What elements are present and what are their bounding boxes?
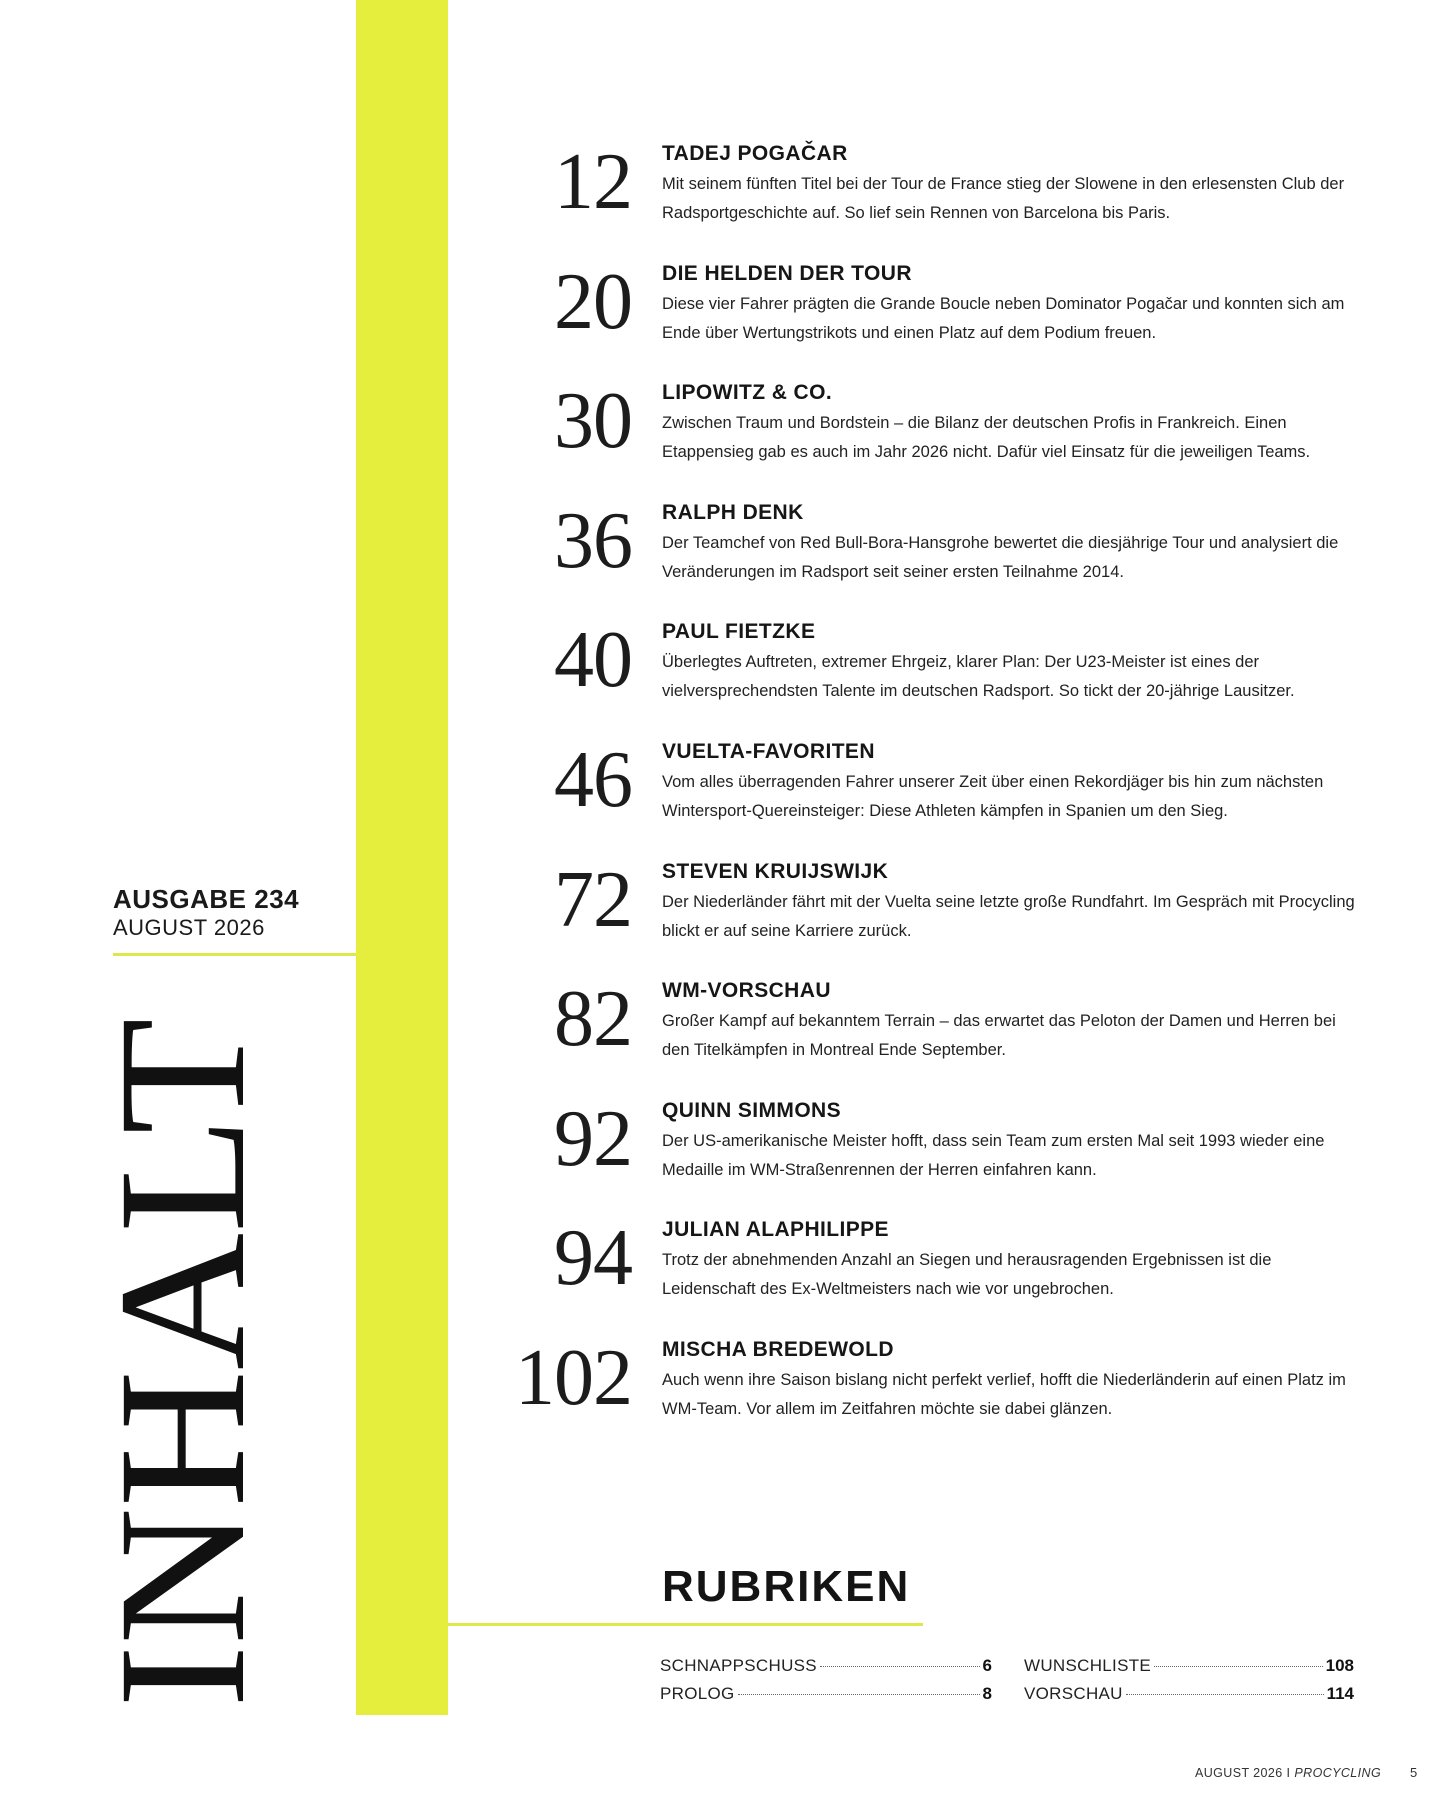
toc-description: Auch wenn ihre Saison bislang nicht perfekt verlief, hofft die Niederländerin auf einen Platz im WM-Team. Vor allem im Zeitfahren möchte sie dabei glänzen.	[662, 1370, 1346, 1418]
rubrik-label: SCHNAPPSCHUSS	[660, 1656, 817, 1675]
toc-title: DIE HELDEN DER TOUR	[662, 261, 912, 285]
issue-number: AUSGABE 234	[113, 884, 300, 914]
rubrik-label: PROLOG	[660, 1684, 735, 1703]
footer-date: AUGUST 2026	[1195, 1766, 1283, 1780]
footer-magazine: PROCYCLING	[1294, 1766, 1382, 1780]
toc-text	[662, 1216, 1362, 1304]
rubrik-page: 6	[982, 1656, 992, 1675]
toc-entry[interactable]	[470, 616, 1370, 736]
page-title-svg	[82, 1013, 283, 1713]
rubrik-page: 114	[1326, 1684, 1354, 1703]
toc-page-number: 82	[554, 975, 632, 1064]
toc-title: STEVEN KRUIJSWIJK	[662, 859, 889, 883]
toc-entry[interactable]	[470, 975, 1370, 1095]
rubriken-column-right	[1024, 1656, 1354, 1712]
rubrik-item-wunschliste[interactable]	[1024, 1656, 1354, 1684]
toc-title: LIPOWITZ & CO.	[662, 381, 833, 405]
toc-description: Diese vier Fahrer prägten die Grande Boucle neben Dominator Pogačar und konnten sich am Ende über Wertungstrikots und einen Platz auf dem Podium freuen.	[662, 294, 1345, 342]
dot-leader	[1154, 1666, 1323, 1667]
toc-text	[662, 738, 1362, 826]
toc-page-number: 46	[554, 735, 632, 824]
dot-leader	[738, 1694, 980, 1695]
toc-text	[662, 499, 1362, 587]
rubrik-item-vorschau[interactable]	[1024, 1684, 1354, 1712]
toc-title: JULIAN ALAPHILIPPE	[662, 1218, 889, 1242]
dot-leader	[1126, 1694, 1324, 1695]
page-footer	[1195, 1766, 1381, 1780]
toc-title: RALPH DENK	[662, 500, 804, 524]
toc-entry[interactable]	[470, 138, 1370, 258]
toc-page-number: 12	[554, 138, 632, 226]
table-of-contents	[470, 138, 1370, 1454]
toc-title: TADEJ POGAČAR	[662, 142, 848, 165]
toc-text	[662, 977, 1362, 1065]
toc-page-number: 36	[554, 496, 632, 585]
toc-page-number: 102	[515, 1333, 632, 1422]
toc-description: Zwischen Traum und Bordstein – die Bilanz der deutschen Profis in Frankreich. Einen Etappensieg gab es auch im Jahr 2026 nicht. Dafür viel Einsatz für die jeweiligen Teams.	[662, 414, 1311, 462]
toc-text	[662, 858, 1362, 946]
issue-divider-rule	[113, 953, 356, 956]
rubrik-item-schnappschuss[interactable]	[660, 1656, 992, 1684]
footer-page-number: 5	[1410, 1765, 1418, 1780]
toc-title: QUINN SIMMONS	[662, 1098, 842, 1122]
toc-entry[interactable]	[470, 497, 1370, 617]
rubrik-item-prolog[interactable]	[660, 1684, 992, 1712]
toc-entry[interactable]	[470, 736, 1370, 856]
toc-description: Mit seinem fünften Titel bei der Tour de France stieg der Slowene in den erlesensten Club der Radsportgeschichte auf. So lief sein Rennen von Barcelona bis Paris.	[662, 175, 1345, 222]
toc-description: Der US-amerikanische Meister hofft, dass sein Team zum ersten Mal seit 1993 wieder eine Medaille im WM-Straßenrennen der Herren einfahren kann.	[662, 1131, 1325, 1179]
toc-page-number: 30	[554, 377, 632, 466]
toc-title: WM-VORSCHAU	[662, 979, 831, 1003]
toc-entry[interactable]	[470, 1334, 1370, 1454]
toc-description: Der Teamchef von Red Bull-Bora-Hansgrohe bewertet die diesjährige Tour und analysiert die Veränderungen im Radsport seit seiner ersten Teilnahme 2014.	[662, 533, 1339, 581]
toc-description: Vom alles überragenden Fahrer unserer Zeit über einen Rekordjäger bis hin zum nächsten Wintersport-Quereinsteiger: Diese Athleten kämpfen in Spanien um den Sieg.	[662, 772, 1324, 820]
toc-page-number: 94	[554, 1214, 632, 1303]
rubrik-label: WUNSCHLISTE	[1024, 1656, 1152, 1675]
toc-title: VUELTA-FAVORITEN	[662, 739, 875, 763]
toc-text	[662, 618, 1362, 706]
toc-entry[interactable]	[470, 1095, 1370, 1215]
page-title-text: INHALT	[82, 1047, 283, 1708]
rubrik-label: VORSCHAU	[1024, 1684, 1123, 1703]
toc-page-number: 20	[554, 257, 632, 346]
rubriken-heading: RUBRIKEN	[662, 1562, 911, 1611]
footer-separator: I	[1286, 1766, 1291, 1780]
rubriken-divider-rule	[448, 1623, 923, 1626]
yellow-accent-bar	[356, 0, 448, 1715]
toc-page-number: 40	[554, 616, 632, 705]
rubrik-page: 108	[1325, 1656, 1354, 1675]
toc-description: Überlegtes Auftreten, extremer Ehrgeiz, klarer Plan: Der U23-Meister ist eines der vielversprechendsten Talente im deutschen Radsport. So tickt der 20-jährige Lausitzer.	[662, 653, 1295, 701]
toc-entry[interactable]	[470, 1214, 1370, 1334]
issue-info	[113, 884, 299, 942]
toc-text	[662, 260, 1362, 348]
toc-entry[interactable]	[470, 377, 1370, 497]
toc-entry[interactable]	[470, 856, 1370, 976]
toc-page-number: 92	[554, 1094, 632, 1183]
toc-description: Großer Kampf auf bekanntem Terrain – das erwartet das Peloton der Damen und Herren bei den Titelkämpfen in Montreal Ende September.	[662, 1012, 1336, 1060]
issue-date: AUGUST 2026	[113, 915, 265, 940]
toc-text	[662, 140, 1362, 228]
toc-description: Trotz der abnehmenden Anzahl an Siegen und herausragenden Ergebnissen ist die Leidenschaft des Ex-Weltmeisters nach wie vor ungebrochen.	[662, 1251, 1272, 1299]
toc-title: PAUL FIETZKE	[662, 620, 816, 644]
page-title	[82, 1013, 283, 1713]
toc-page-number: 72	[554, 855, 632, 944]
toc-title: MISCHA BREDEWOLD	[662, 1337, 894, 1361]
dot-leader	[820, 1666, 980, 1667]
toc-text	[662, 379, 1362, 467]
toc-text	[662, 1097, 1362, 1185]
rubriken-column-left	[660, 1656, 992, 1712]
rubrik-page: 8	[982, 1684, 992, 1703]
toc-text	[662, 1336, 1362, 1424]
toc-description: Der Niederländer fährt mit der Vuelta seine letzte große Rundfahrt. Im Gespräch mit Procycling blickt er auf seine Karriere zurück.	[662, 892, 1355, 940]
toc-entry[interactable]	[470, 258, 1370, 378]
